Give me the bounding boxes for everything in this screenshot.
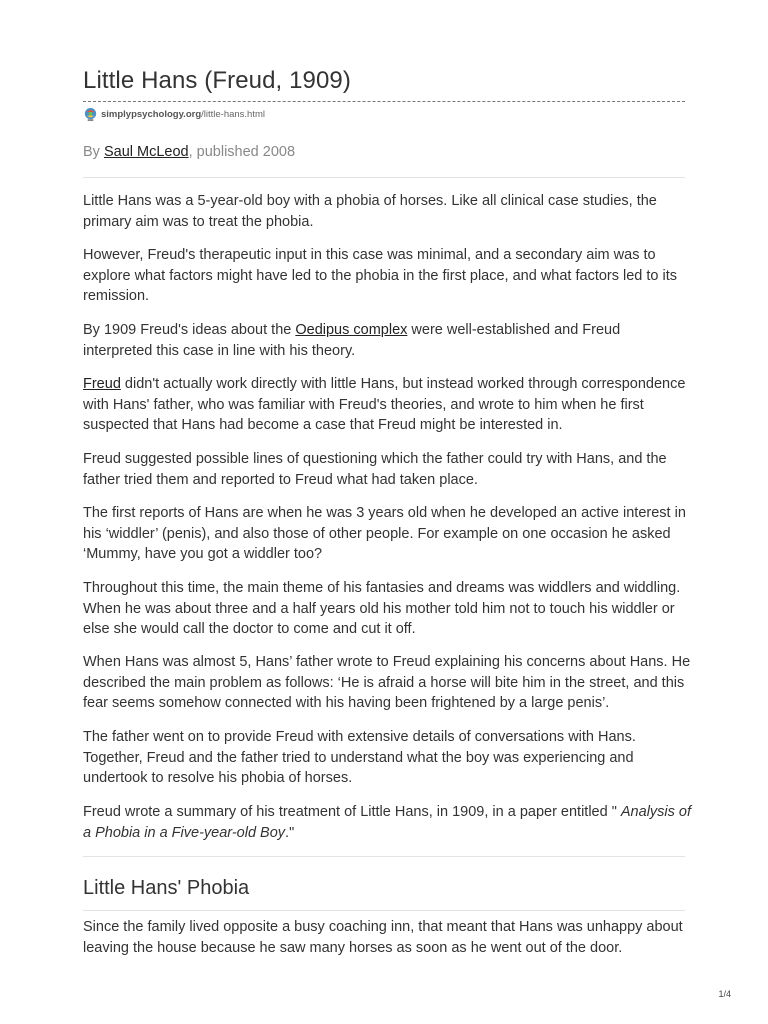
paragraph: The father went on to provide Freud with extensive details of conversations with Hans. Together, Freud and the father tried to understand what the boy was experiencing and undertook to resolve his phobia of horses.: [83, 729, 636, 786]
source-domain[interactable]: simplypsychology.org: [101, 108, 202, 120]
freud-link[interactable]: Freud: [83, 376, 121, 392]
paragraph: When Hans was almost 5, Hans’ father wrote to Freud explaining his concerns about Hans. He described the main problem as follows: ‘He is afraid a horse will bite him in the street, and this fear seems somehow connected with his having been frightened by a large penis’.: [83, 654, 691, 711]
oedipus-complex-link[interactable]: Oedipus complex: [295, 322, 408, 338]
paragraph: [83, 802, 691, 843]
title-divider: [83, 101, 685, 102]
byline-suffix: , published 2008: [188, 144, 296, 160]
paragraph-text: Freud wrote a summary of his treatment of Little Hans, in 1909, in a paper entitled ": [83, 804, 621, 820]
paragraph: Throughout this time, the main theme of his fantasies and dreams was widdlers and widdling. When he was about three and a half years old his mother told him not to touch his widdler or else she would call the doctor to come and cut it off.: [83, 580, 681, 637]
paragraph: Little Hans was a 5-year-old boy with a phobia of horses. Like all clinical case studies, the primary aim was to treat the phobia.: [83, 193, 657, 230]
byline-prefix: By: [83, 144, 104, 160]
source-url[interactable]: [83, 107, 265, 121]
source-path[interactable]: /little-hans.html: [201, 108, 266, 120]
page-title: Little Hans (Freud, 1909): [83, 67, 351, 94]
paragraph: [83, 320, 691, 361]
paragraph-text: .": [285, 824, 295, 841]
paragraph: However, Freud's therapeutic input in this case was minimal, and a secondary aim was to explore what factors might have led to the phobia in the first place, and what factors led to its remission.: [83, 247, 678, 304]
paragraph: [83, 374, 691, 436]
paragraph-text: didn't actually work directly with little Hans, but instead worked through correspondence with Hans' father, who was familiar with Freud's theories, and wrote to him when he first suspected that Hans had become a case that Freud might be interested in.: [83, 376, 686, 433]
paragraph: Since the family lived opposite a busy coaching inn, that meant that Hans was unhappy about leaving the house because he saw many horses as soon as he went out of the door.: [83, 919, 683, 956]
section-heading: Little Hans' Phobia: [83, 877, 250, 899]
favicon-icon: [83, 107, 98, 122]
paragraph: The first reports of Hans are when he was 3 years old when he developed an active interest in his ‘widdler’ (penis), and also those of other people. For example on one occasion he asked ‘Mummy, have you got a widdler too?: [83, 505, 686, 562]
section-divider: [83, 856, 685, 857]
paper-title: Analysis of a Phobia in a Five-year-old Boy: [83, 804, 692, 841]
paragraph: Freud suggested possible lines of questioning which the father could try with Hans, and the father tried them and reported to Freud what had taken place.: [83, 451, 667, 488]
author-link[interactable]: Saul McLeod: [103, 144, 189, 160]
byline: [83, 144, 295, 160]
paragraph-text: By 1909 Freud's ideas about the: [83, 322, 296, 338]
byline-divider: [83, 177, 685, 178]
heading-divider: [83, 910, 685, 911]
paragraph-text: were well-established and Freud interpreted this case in line with his theory.: [83, 322, 621, 359]
page-number: 1/4: [718, 989, 731, 999]
